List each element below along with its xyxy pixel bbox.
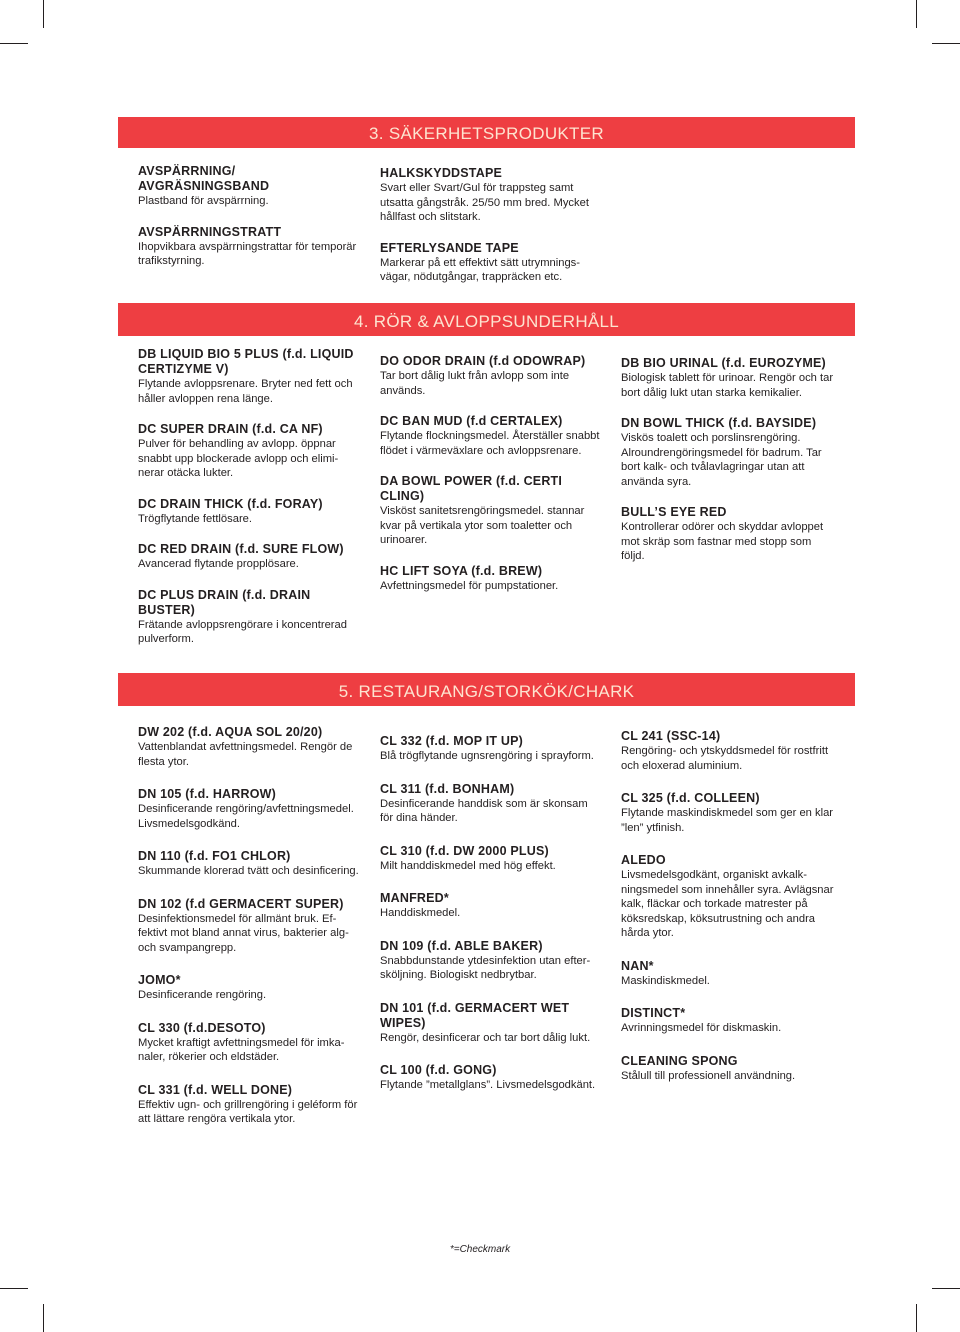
s3-column xyxy=(138,164,358,269)
product-name: DN 101 (f.d. GERMACERT WET WIPES) xyxy=(380,1000,570,1030)
product-entry xyxy=(621,1054,836,1084)
product-entry xyxy=(138,849,360,879)
section-3-header xyxy=(118,117,855,148)
product-description: Rengöring- och ytskyddsmedel för rostfritt och eloxerad aluminium. xyxy=(621,745,829,772)
crop-mark xyxy=(43,1304,44,1332)
product-description: Vattenblandat avfettningsmedel. Rengör de flesta ytor. xyxy=(138,741,353,768)
product-entry xyxy=(138,725,360,769)
product-entry xyxy=(621,356,836,400)
product-name: NAN* xyxy=(621,958,654,973)
product-name: CL 332 (f.d. MOP IT UP) xyxy=(380,734,524,748)
product-description: Mycket kraftigt avfettningsmedel för imkanaler, rökerier och eldstäder. xyxy=(138,1036,345,1063)
crop-mark xyxy=(43,0,44,28)
product-description: Avrinningsmedel för diskmaskin. xyxy=(621,1022,782,1034)
product-description: Effektiv ugn- och grillrengöring i geléform för att lättare rengöra vertikala ytor. xyxy=(138,1098,358,1125)
product-description: Desinfektionsmedel för allmänt bruk. Effektivt mot bland annat virus, bakterier alg- och svampangrepp. xyxy=(138,912,349,954)
crop-mark xyxy=(932,43,960,44)
product-entry xyxy=(380,414,602,458)
product-name: DC BAN MUD (f.d CERTALEX) xyxy=(380,414,563,428)
crop-mark xyxy=(916,0,917,28)
product-name: ALEDO xyxy=(621,853,666,867)
product-name: AVSPÄRRNING/ AVGRÄSNINGSBAND xyxy=(138,164,270,193)
product-entry xyxy=(621,959,836,989)
product-name: DA BOWL POWER (f.d. CERTI CLING) xyxy=(380,474,563,503)
product-entry xyxy=(380,166,600,225)
product-entry xyxy=(380,844,602,874)
product-name: AVSPÄRRNINGSTRATT xyxy=(138,224,282,239)
product-entry xyxy=(380,1001,602,1046)
product-description: Skummande klorerad tvätt och desinficering. xyxy=(138,865,359,877)
product-description: Svart eller Svart/Gul för trappsteg samt utsatta gångstråk. 25/50 mm bred. Mycket hållfast och slitstark. xyxy=(380,182,589,223)
product-description: Desinficerande rengöring. xyxy=(138,989,267,1001)
s4-column xyxy=(621,356,836,564)
product-entry xyxy=(138,588,360,647)
crop-mark xyxy=(0,1288,28,1289)
product-description: Blå trögflytande ugnsrengöring i sprayform. xyxy=(380,750,594,762)
product-entry xyxy=(138,422,360,481)
product-name: CL 330 (f.d.DESOTO) xyxy=(138,1020,266,1035)
s4-column xyxy=(138,347,360,647)
product-name: CL 311 (f.d. BONHAM) xyxy=(380,781,515,796)
product-description: Avancerad flytande propplösare. xyxy=(138,558,299,570)
product-entry xyxy=(138,1021,360,1065)
product-description: Kontrollerar odörer och skyddar avloppet mot skräp som fastnar med stopp som följd. xyxy=(621,521,824,562)
product-description: Markerar på ett effektivt sätt utrymningsvägar, nödutgångar, trappräcken etc. xyxy=(380,256,581,283)
s5-column xyxy=(621,729,836,1083)
section-5-title: 5. RESTAURANG/STORKÖK/CHARK xyxy=(338,682,635,701)
product-name: DISTINCT* xyxy=(621,1006,686,1020)
crop-mark xyxy=(916,1304,917,1332)
section-4-header xyxy=(118,303,855,336)
product-entry xyxy=(380,891,602,921)
product-name: JOMO* xyxy=(138,973,181,987)
product-description: Flytande flockningsmedel. Återställer snabbt flödet i värmeväxlare och avloppsrenare. xyxy=(380,430,600,457)
s3-column xyxy=(380,166,600,285)
product-entry xyxy=(621,505,836,564)
section-5-header xyxy=(118,673,855,706)
product-description: Viskös toalett och porslinsrengöring. Alroundrengöringsmedel för badrum. Tar bort kalk- och tvålavlagringar utan att använda syra. xyxy=(621,432,822,488)
product-entry xyxy=(138,497,360,527)
product-description: Visköst sanitetsrengöringsmedel. stannar kvar på vertikala ytor som toaletter och urinoarer. xyxy=(380,505,585,546)
product-entry xyxy=(380,564,602,594)
product-entry xyxy=(380,241,600,285)
product-name: DC PLUS DRAIN (f.d. DRAIN BUSTER) xyxy=(138,587,311,617)
product-name: DC RED DRAIN (f.d. SURE FLOW) xyxy=(138,542,344,556)
product-entry xyxy=(138,787,360,831)
s5-column xyxy=(380,734,602,1093)
product-entry xyxy=(621,853,836,941)
product-name: DN 109 (f.d. ABLE BAKER) xyxy=(380,938,543,953)
product-name: CLEANING SPONG xyxy=(621,1053,738,1068)
product-description: Milt handdiskmedel med hög effekt. xyxy=(380,859,556,872)
product-description: Flytande maskindiskmedel som ger en klar ”len” ytfinish. xyxy=(621,807,834,834)
product-entry xyxy=(621,791,836,835)
s4-column xyxy=(380,354,602,593)
product-entry xyxy=(380,782,602,826)
product-description: Livsmedelsgodkänt, organiskt avkalkningsmedel som innehåller syra. Avlägsnar kalk, fläckar och torkade matrester på köksredskap, köksutrustning och andra hårda ytor. xyxy=(621,869,834,939)
product-entry xyxy=(621,729,836,773)
product-entry xyxy=(380,734,602,764)
product-entry xyxy=(138,225,358,269)
product-name: BULL’S EYE RED xyxy=(621,505,727,519)
product-name: MANFRED* xyxy=(380,891,449,905)
product-entry xyxy=(138,347,360,406)
product-name: DW 202 (f.d. AQUA SOL 20/20) xyxy=(138,725,323,739)
product-entry xyxy=(380,474,602,548)
product-name: DB LIQUID BIO 5 PLUS (f.d. LIQUID CERTIZYME V) xyxy=(138,347,354,376)
product-description: Ihopvikbara avspärrningstrattar för temporär trafikstyrning. xyxy=(138,240,357,267)
product-description: Desinficerande handdisk som är skonsam för dina händer. xyxy=(380,797,588,824)
product-description: Maskindiskmedel. xyxy=(621,974,710,987)
product-entry xyxy=(138,542,360,572)
product-description: Plastband för avspärrning. xyxy=(138,195,269,207)
product-entry xyxy=(380,1063,602,1093)
product-name: DN BOWL THICK (f.d. BAYSIDE) xyxy=(621,416,817,430)
product-name: DO ODOR DRAIN (f.d ODOWRAP) xyxy=(380,354,586,368)
product-entry xyxy=(138,1083,360,1127)
product-name: EFTERLYSANDE TAPE xyxy=(380,240,519,255)
product-entry xyxy=(138,973,360,1003)
product-description: Desinficerande rengöring/avfettningsmedel. Livsmedelsgodkänd. xyxy=(138,803,354,830)
product-name: CL 331 (f.d. WELL DONE) xyxy=(138,1082,293,1097)
product-description: Pulver för behandling av avlopp. öppnar snabbt upp blockerade avlopp och eliminerar otäcka lukter. xyxy=(138,438,339,479)
product-name: CL 325 (f.d. COLLEEN) xyxy=(621,791,760,805)
section-3-title: 3. SÄKERHETSPRODUKTER xyxy=(369,124,604,143)
product-name: DN 110 (f.d. FO1 CHLOR) xyxy=(138,849,291,863)
product-description: Tar bort dålig lukt från avlopp som inte används. xyxy=(380,370,570,397)
product-description: Flytande avloppsrenare. Bryter ned fett och håller avloppen rena länge. xyxy=(138,378,353,405)
product-name: DB BIO URINAL (f.d. EUROZYME) xyxy=(621,356,826,370)
product-description: Frätande avloppsrengörare i koncentrerad pulverform. xyxy=(138,618,347,645)
product-name: CL 241 (SSC-14) xyxy=(621,729,721,743)
product-name: CL 100 (f.d. GONG) xyxy=(380,1063,497,1077)
product-entry xyxy=(380,939,602,983)
product-description: Stålull till professionell användning. xyxy=(621,1069,796,1082)
section-4-title: 4. RÖR & AVLOPPSUNDERHÅLL xyxy=(353,312,620,331)
crop-mark xyxy=(932,1288,960,1289)
product-name: DC DRAIN THICK (f.d. FORAY) xyxy=(138,496,323,511)
product-entry xyxy=(380,354,602,398)
footnote: *=Checkmark xyxy=(449,1244,511,1255)
product-name: CL 310 (f.d. DW 2000 PLUS) xyxy=(380,843,549,858)
product-description: Handdiskmedel. xyxy=(380,907,461,919)
product-description: Avfettningsmedel för pumpstationer. xyxy=(380,579,559,592)
product-description: Snabbdunstande ytdesinfektion utan eftersköljning. Biologiskt nedbrytbar. xyxy=(380,954,591,981)
s5-column xyxy=(138,725,360,1127)
product-name: HALKSKYDDSTAPE xyxy=(380,166,503,180)
product-description: Rengör, desinficerar och tar bort dålig lukt. xyxy=(380,1031,591,1044)
product-entry xyxy=(138,897,360,956)
product-name: DN 105 (f.d. HARROW) xyxy=(138,787,277,801)
product-name: DN 102 (f.d GERMACERT SUPER) xyxy=(138,896,344,911)
product-entry xyxy=(621,1006,836,1036)
crop-mark xyxy=(0,43,28,44)
product-description: Trögflytande fettlösare. xyxy=(138,512,253,525)
product-name: HC LIFT SOYA (f.d. BREW) xyxy=(380,563,543,578)
product-entry xyxy=(621,416,836,489)
product-description: Biologisk tablett för urinoar. Rengör och tar bort dålig lukt utan starka kemikalier. xyxy=(621,372,834,399)
product-description: Flytande ”metallglans”. Livsmedelsgodkänt. xyxy=(380,1079,596,1091)
product-entry xyxy=(138,164,358,209)
product-name: DC SUPER DRAIN (f.d. CA NF) xyxy=(138,422,323,436)
